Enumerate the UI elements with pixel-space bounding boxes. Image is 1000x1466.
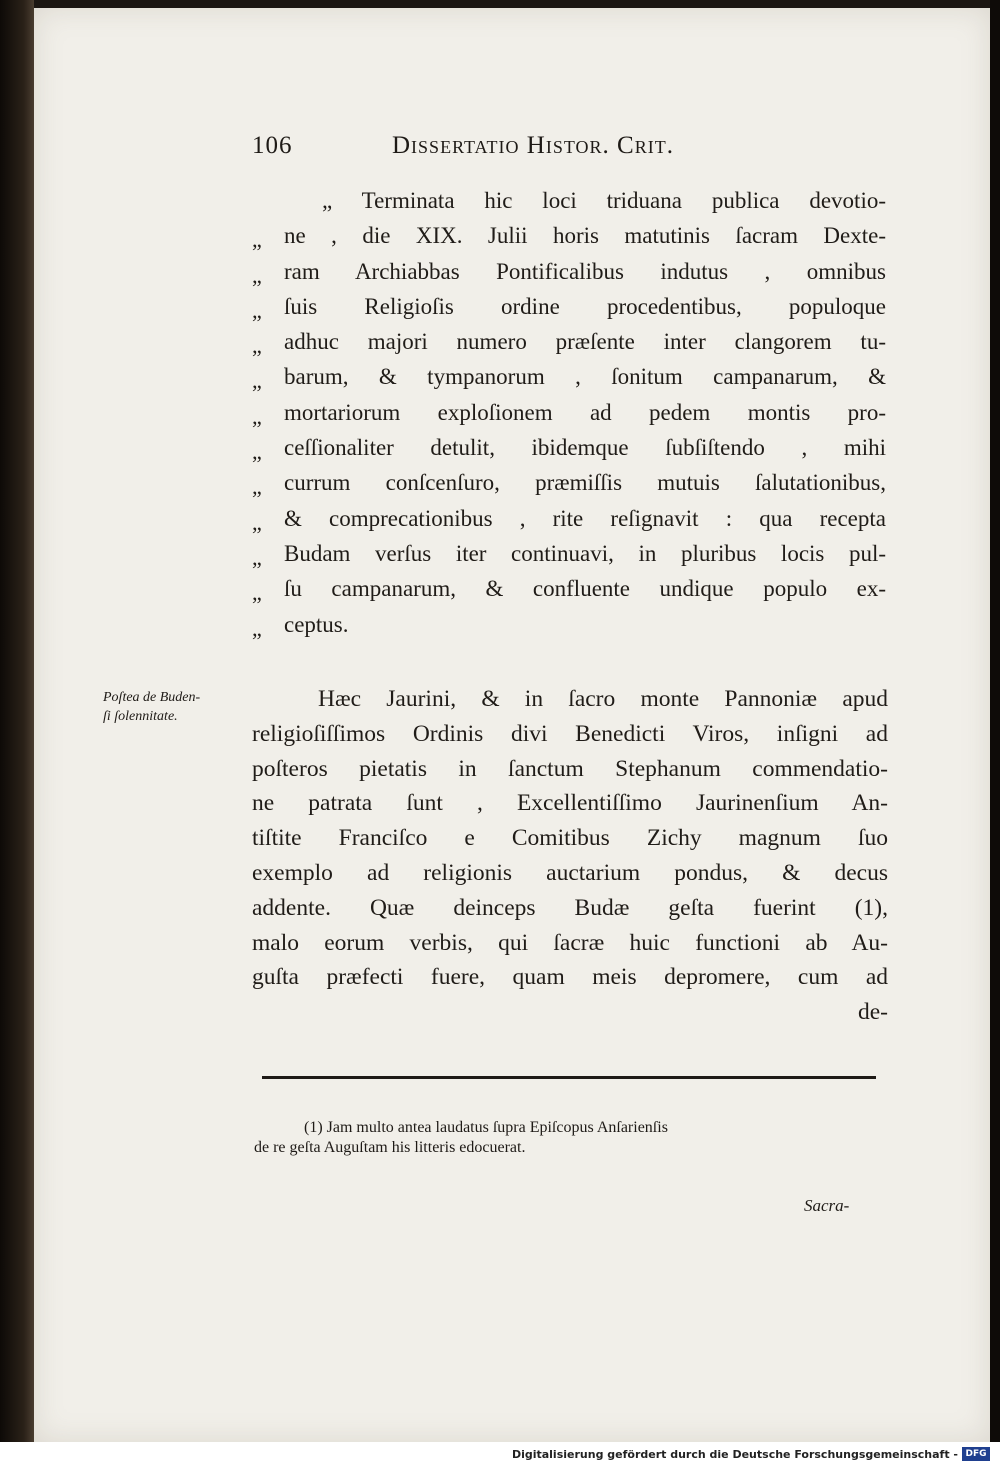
paragraph-line-text: religioſiſſimos Ordinis divi Benedicti Viros, inſigni ad xyxy=(252,720,888,747)
quote-line xyxy=(252,223,892,258)
paragraph-line xyxy=(252,860,888,895)
quote-mark: „ xyxy=(252,333,262,359)
paragraph-line-text: ne patrata ſunt , Excellentiſſimo Jaurinenſium An- xyxy=(252,790,888,817)
quote-line xyxy=(252,435,892,470)
funding-credit: Digitalisierung gefördert durch die Deutsche Forschungsgemeinschaft - xyxy=(511,1448,958,1461)
quote-line xyxy=(252,294,892,329)
quote-line-text: & comprecationibus , rite reſignavit : qua recepta xyxy=(284,505,886,531)
quote-line-text: ſu campanarum, & confluente undique populo ex- xyxy=(284,576,886,602)
quote-line-text: ram Archiabbas Pontificalibus indutus , omnibus xyxy=(284,258,886,284)
paragraph-line xyxy=(252,999,888,1034)
marginal-note xyxy=(103,688,253,726)
quote-mark: „ xyxy=(252,439,262,465)
paragraph-line-text: guſta præfecti fuere, quam meis depromere, cum ad xyxy=(252,964,888,991)
quoted-passage xyxy=(252,188,892,647)
quote-line xyxy=(252,259,892,294)
paragraph-line-text: malo eorum verbis, qui ſacræ huic functioni ab Au- xyxy=(252,929,888,956)
paragraph-line-text: exemplo ad religionis auctarium pondus, & decus xyxy=(252,859,888,886)
quote-mark: „ xyxy=(252,227,262,253)
quote-line-text: ceptus. xyxy=(284,611,349,637)
quote-line xyxy=(252,576,892,611)
quote-line xyxy=(252,188,892,223)
quote-mark: „ xyxy=(252,297,262,323)
quote-line-text: ceſſionaliter detulit, ibidemque ſubſiſtendo , mihi xyxy=(284,435,886,461)
running-title: Dissertatio Histor. Crit. xyxy=(392,132,674,159)
paragraph-line-text: Hæc Jaurini, & in ſacro monte Pannoniæ apud xyxy=(318,686,888,712)
quote-mark: „ xyxy=(252,368,262,394)
page-right-edge xyxy=(990,0,1000,1442)
dfg-logo-icon: DFG xyxy=(962,1447,990,1461)
quote-mark: „ xyxy=(252,403,262,429)
quote-line-text: ne , die XIX. Julii horis matutinis ſacram Dexte- xyxy=(284,223,886,249)
quote-line-text: mortariorum exploſionem ad pedem montis pro- xyxy=(284,399,886,425)
marginal-note-line: ſi ſolennitate. xyxy=(103,709,178,724)
quote-mark: „ xyxy=(252,262,262,288)
main-paragraph xyxy=(252,686,888,1034)
quote-line xyxy=(252,400,892,435)
footnote-line: de re geſta Auguſtam his litteris edocuerat. xyxy=(254,1139,526,1156)
quote-line-text: Budam verſus iter continuavi, in pluribus locis pul- xyxy=(284,540,886,566)
quote-line xyxy=(252,364,892,399)
quote-line-text: barum, & tympanorum , ſonitum campanarum, & xyxy=(284,364,886,390)
paragraph-line xyxy=(252,756,888,791)
quote-mark: „ xyxy=(252,615,262,641)
quote-line xyxy=(252,329,892,364)
paragraph-line xyxy=(252,686,888,721)
paragraph-line-text: tiſtite Franciſco e Comitibus Zichy magnum ſuo xyxy=(252,825,888,852)
quote-line xyxy=(252,470,892,505)
footnote xyxy=(254,1118,894,1158)
paragraph-line xyxy=(252,895,888,930)
quote-mark: „ xyxy=(252,474,262,500)
quote-line-text: ſuis Religioſis ordine procedentibus, populoque xyxy=(284,293,886,319)
catchword: Sacra- xyxy=(804,1196,850,1215)
book-gutter-shadow xyxy=(0,0,34,1442)
paragraph-line xyxy=(252,930,888,965)
paragraph-line-text: poſteros pietatis in ſanctum Stephanum commendatio- xyxy=(252,755,888,782)
quote-line xyxy=(252,541,892,576)
quote-mark: „ xyxy=(252,509,262,535)
paragraph-line-text: addente. Quæ deinceps Budæ geſta fuerint (1), xyxy=(252,894,888,921)
page-number: 106 xyxy=(252,132,293,159)
paragraph-line xyxy=(252,825,888,860)
quote-line xyxy=(252,506,892,541)
paragraph-line-text: de- xyxy=(857,999,888,1026)
quote-mark: „ xyxy=(252,544,262,570)
quote-mark: „ xyxy=(252,580,262,606)
quote-line-text: currum conſcenſuro, præmiſſis mutuis ſalutationibus, xyxy=(284,470,886,496)
quote-line xyxy=(252,612,892,647)
footnote-rule xyxy=(262,1076,876,1079)
quote-line-text: „ Terminata hic loci triduana publica devotio- xyxy=(322,188,886,213)
paragraph-line xyxy=(252,964,888,999)
quote-line-text: adhuc majori numero præſente inter clangorem tu- xyxy=(284,329,886,355)
paragraph-line xyxy=(252,721,888,756)
marginal-note-line: Poſtea de Buden- xyxy=(103,690,201,705)
footnote-line: (1) Jam multo antea laudatus ſupra Epiſcopus Anſarienſis xyxy=(304,1119,668,1136)
paragraph-line xyxy=(252,790,888,825)
